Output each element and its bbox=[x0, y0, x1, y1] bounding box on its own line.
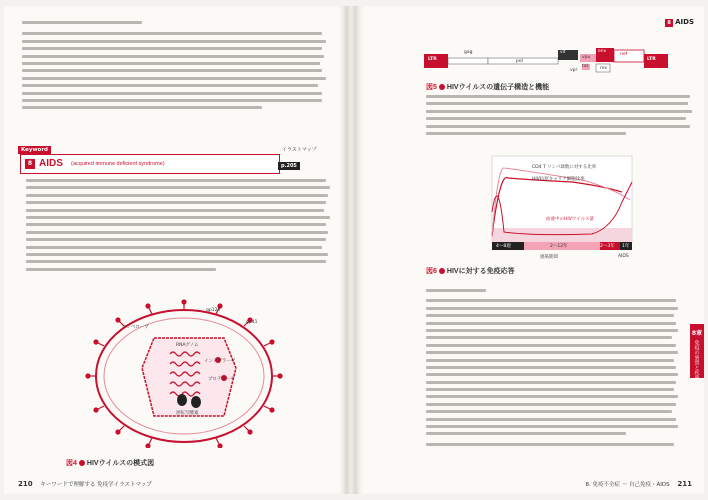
gene-env: env bbox=[598, 49, 607, 54]
keyword-number: 8 bbox=[25, 159, 35, 169]
side-tab-number: 8章 bbox=[691, 330, 703, 337]
figure6-caption bbox=[426, 266, 515, 276]
figure4-caption bbox=[66, 458, 154, 468]
gene-gag: gag bbox=[464, 50, 473, 55]
figure5-title: HIVウイルスの遺伝子構造と機能 bbox=[446, 84, 550, 91]
figure6-number: 図6 bbox=[426, 268, 437, 275]
illustration-map-ref: イラストマップ bbox=[282, 147, 317, 153]
left-running-title: キーワードで理解する 免疫学イラストマップ bbox=[40, 482, 152, 488]
x-axis-label: 感染期間 bbox=[540, 255, 558, 260]
gene-ltr-left: LTR bbox=[428, 57, 437, 62]
gene-ltr-right: LTR bbox=[647, 57, 656, 62]
phase3-label: 2〜3年 bbox=[600, 244, 615, 249]
rt-label: 逆転写酵素 bbox=[176, 411, 199, 416]
bullet-icon bbox=[439, 268, 445, 274]
phase1-label: 4〜8週 bbox=[496, 244, 511, 249]
gp41-label: gp41 bbox=[246, 320, 258, 325]
figure4-title: HIVウイルスの模式図 bbox=[86, 460, 155, 467]
gp120-label: gp120 bbox=[206, 308, 221, 313]
envelope-label: エンベロープ bbox=[122, 325, 149, 330]
aids-label: AIDS bbox=[618, 254, 629, 259]
chapter-side-tab[interactable] bbox=[690, 324, 704, 378]
cd4-line-label: CD4 T リンパ球数に対する比率 bbox=[532, 165, 597, 170]
integrase-label: インテグラーゼ bbox=[204, 359, 236, 364]
gene-vpr: vpr bbox=[570, 68, 578, 73]
figure6-title: HIVに対する免疫応答 bbox=[446, 268, 515, 275]
chapter-title: AIDS bbox=[675, 18, 694, 26]
figure4-number: 図4 bbox=[66, 460, 77, 467]
rna-label: RNAゲノム bbox=[176, 343, 199, 348]
gene-vpu: vpu bbox=[582, 55, 591, 60]
figure5-number: 図5 bbox=[426, 84, 437, 91]
left-footer bbox=[18, 480, 152, 488]
gene-tat: tat bbox=[582, 64, 589, 69]
right-footer bbox=[586, 480, 692, 488]
hiv-virus-label: HIV抗原キャリア細胞比率 bbox=[532, 177, 585, 182]
hiv-virus-diagram bbox=[58, 298, 318, 448]
figure5-description bbox=[426, 94, 694, 138]
right-page-number: 211 bbox=[677, 480, 692, 488]
gene-vif: vif bbox=[560, 50, 566, 55]
keyword-title: AIDS bbox=[39, 158, 63, 169]
aids-paragraph bbox=[26, 178, 332, 274]
left-page bbox=[4, 6, 346, 494]
protease-label: プロテアーゼ bbox=[208, 377, 235, 382]
body-paragraph bbox=[426, 288, 680, 449]
keyword-tag: Keyword bbox=[18, 146, 51, 154]
gene-rev: rev bbox=[600, 66, 608, 71]
right-page bbox=[356, 6, 704, 494]
page-ref-badge[interactable]: p.205 bbox=[278, 162, 300, 170]
keyword-box bbox=[20, 154, 280, 174]
right-running-title: 8. 免疫不全症 ～ 自己免疫・AIDS bbox=[585, 482, 670, 488]
phase2-label: 2〜12年 bbox=[550, 244, 568, 249]
intro-paragraph bbox=[22, 20, 330, 113]
right-header bbox=[665, 18, 694, 27]
side-tab-text: 免疫の異常と疾患 bbox=[693, 340, 700, 380]
figure5-caption bbox=[426, 82, 549, 92]
chapter-number: 8 bbox=[665, 19, 673, 27]
bullet-icon bbox=[79, 460, 85, 466]
gutter bbox=[346, 6, 356, 494]
bullet-icon bbox=[439, 84, 445, 90]
keyword-subtitle: (acquired immune deficient syndrome) bbox=[71, 161, 165, 167]
gene-pol: pol bbox=[516, 59, 523, 64]
gene-nef: nef bbox=[620, 52, 628, 57]
phase4-label: 1年 bbox=[622, 244, 630, 249]
viral-marker-label: 血液中のHIVウイルス量 bbox=[546, 217, 595, 222]
hiv-gene-map bbox=[422, 40, 682, 80]
left-page-number: 210 bbox=[18, 480, 33, 488]
